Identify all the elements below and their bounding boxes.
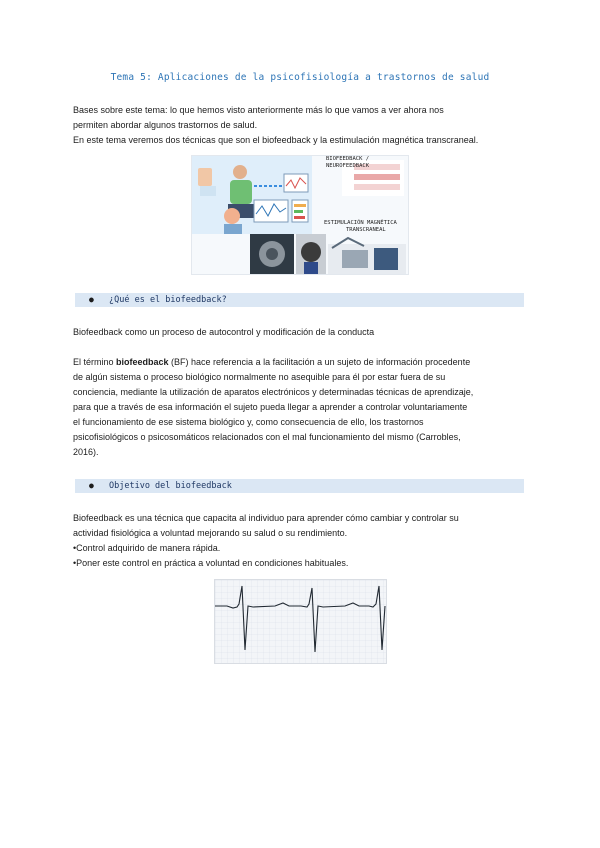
section-heading-objective (75, 479, 524, 493)
paragraph-line-5: el funcionamiento de ese sistema biológico y, como consecuencia de ello, los trastornos (73, 417, 424, 427)
section1-paragraph (73, 355, 533, 460)
collage-graphic (192, 156, 408, 274)
ecg-graphic (215, 580, 386, 663)
objective-bullet-1: •Control adquirido de manera rápida. (73, 543, 221, 553)
patient-head (301, 242, 321, 262)
paragraph-line-2: de algún sistema o proceso biológico normalmente no asequible para él por estar fuera de su (73, 372, 446, 382)
term-biofeedback: biofeedback (116, 357, 169, 367)
person-body-1 (230, 180, 252, 204)
intro-line-3: En este tema veremos dos técnicas que son el biofeedback y la estimulación magnética transcraneal. (73, 135, 479, 145)
ecg-strip-figure (214, 579, 387, 664)
hand-shape (198, 168, 212, 186)
monitor-3-bar-1 (294, 204, 306, 207)
intro-paragraph (73, 103, 533, 148)
paragraph-line-3: conciencia, mediante la utilización de aparatos electrónicos y determinadas técnicas de aprendizaje, (73, 387, 474, 397)
bullet-icon: ● (89, 295, 94, 304)
nf-bar-2 (354, 174, 400, 180)
paragraph-line-1: El término biofeedback (BF) hace referencia a la facilitación a un sujeto de información procedente (73, 357, 471, 367)
tms-device-unit (374, 248, 398, 270)
tms-label: ESTIMULACIÓN MAGNÉTICA TRANSCRANEAL (324, 220, 397, 233)
monitor-3-bar-3 (294, 216, 305, 219)
person-head-1 (233, 165, 247, 179)
nf-bar-3 (354, 184, 400, 190)
intro-line-2: permiten abordar algunos trastornos de salud. (73, 120, 258, 130)
paragraph-line-7: 2016). (73, 447, 99, 457)
tms-device-frame (342, 250, 368, 268)
page-title: Tema 5: Aplicaciones de la psicofisiología a trastornos de salud (110, 72, 490, 83)
bullet-icon: ● (89, 481, 94, 490)
section-heading-what-is-biofeedback (75, 293, 524, 307)
section1-subtitle: Biofeedback como un proceso de autocontrol y modificación de la conducta (73, 327, 375, 337)
monitor-3-bar-2 (294, 210, 303, 213)
objective-line-1: Biofeedback es una técnica que capacita al individuo para aprender cómo cambiar y controlar su (73, 513, 459, 523)
person-body-2 (224, 224, 242, 234)
objective-bullet-2: •Poner este control en práctica a voluntad en condiciones habituales. (73, 558, 349, 568)
intro-line-1: Bases sobre este tema: lo que hemos visto anteriormente más lo que vamos a ver ahora nos (73, 105, 444, 115)
patient-shoulders (304, 262, 318, 274)
section2-paragraph (73, 511, 533, 571)
heading-text: ¿Qué es el biofeedback? (109, 295, 227, 305)
sensor-pad (200, 186, 216, 196)
paragraph-line-6: psicofisiológicos o psicosomáticos relacionados con el mal funcionamiento del mismo (Carrobles, (73, 432, 461, 442)
tms-coil-center (266, 248, 278, 260)
heading-text: Objetivo del biofeedback (109, 481, 232, 491)
biofeedback-label: BIOFEEDBACK / NEUROFEEDBACK (326, 156, 370, 169)
paragraph-line-4: para que a través de esa información el sujeto pueda llegar a aprender a controlar voluntariamente (73, 402, 468, 412)
biofeedback-tms-figure (191, 155, 409, 275)
objective-line-2: actividad fisiológica a voluntad mejorando su salud o su rendimiento. (73, 528, 348, 538)
person-head-2 (224, 208, 240, 224)
